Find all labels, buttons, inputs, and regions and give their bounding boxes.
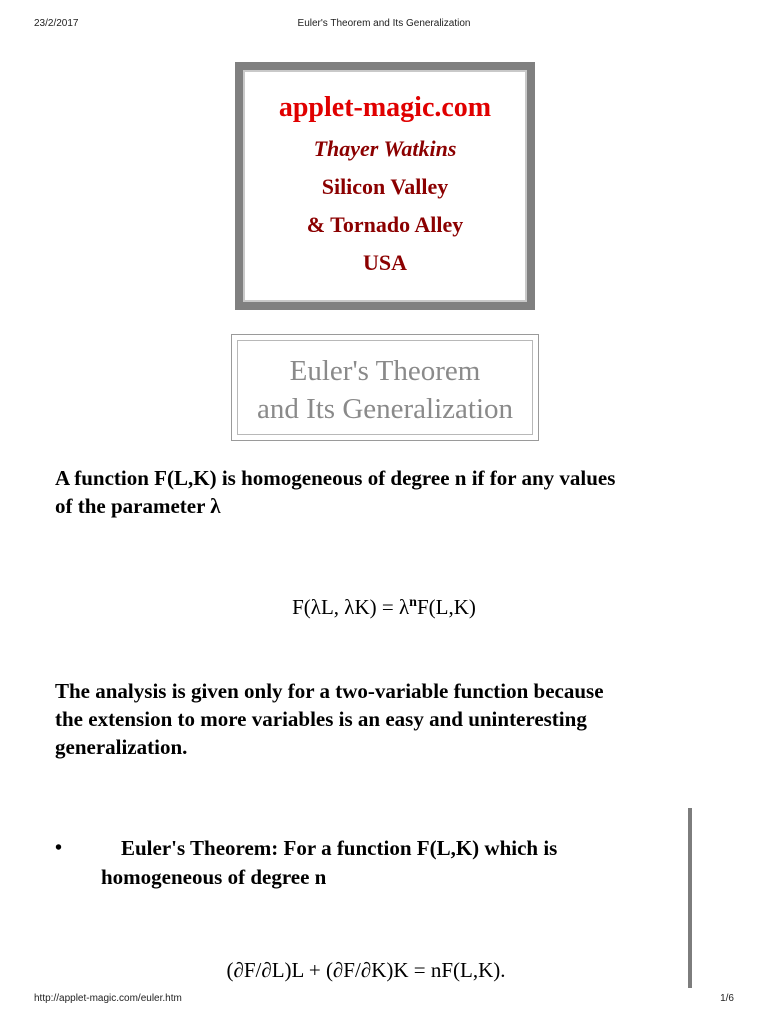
article-title-line-2: and Its Generalization	[256, 393, 514, 425]
definition-paragraph	[55, 464, 715, 520]
article-title-box	[231, 334, 539, 441]
euler-equation: (∂F/∂L)L + (∂F/∂K)K = nF(L,K).	[226, 958, 506, 982]
site-name: applet-magic.com	[278, 92, 492, 123]
equation-right: F(L,K)	[416, 595, 476, 619]
analysis-line-2: the extension to more variables is an easy and uninteresting	[55, 707, 587, 731]
theorem-line-1: Euler's Theorem: For a function F(L,K) which is	[121, 836, 558, 860]
page-number: 1/6	[720, 993, 734, 1004]
equation-exponent: n	[409, 595, 417, 610]
location-line-1: Silicon Valley	[321, 174, 449, 199]
analysis-line-1: The analysis is given only for a two-variable function because	[55, 679, 604, 703]
theorem-bullet	[55, 834, 695, 892]
article-title	[237, 340, 533, 435]
scrollbar-track	[688, 808, 692, 988]
article-title-line-1: Euler's Theorem	[289, 355, 481, 387]
analysis-line-3: generalization.	[55, 735, 188, 759]
location-line-3: USA	[362, 250, 407, 275]
definition-line-1: A function F(L,K) is homogeneous of degree n if for any values	[55, 466, 616, 490]
equation-left: F(λL, λK) = λ	[292, 595, 410, 619]
theorem-line-2: homogeneous of degree n	[101, 865, 327, 889]
bullet-icon: •	[55, 837, 63, 859]
definition-line-2: of the parameter λ	[55, 494, 221, 518]
print-date: 23/2/2017	[34, 18, 79, 29]
location-line-2: & Tornado Alley	[306, 212, 464, 237]
analysis-paragraph	[55, 677, 715, 761]
author-name: Thayer Watkins	[313, 136, 457, 161]
theorem-statement	[101, 834, 695, 892]
print-page-title: Euler's Theorem and Its Generalization	[297, 18, 471, 29]
brand-box-inner	[243, 70, 527, 302]
brand-box	[235, 62, 535, 310]
footer-url: http://applet-magic.com/euler.htm	[34, 993, 182, 1004]
homogeneity-equation	[0, 589, 768, 621]
